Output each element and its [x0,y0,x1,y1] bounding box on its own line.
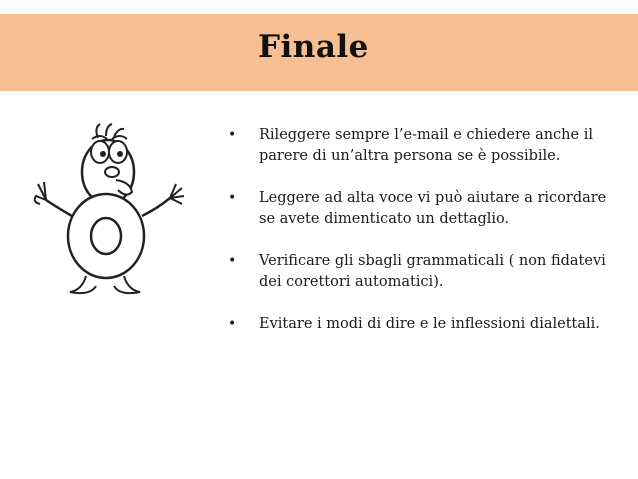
bullet-item [226,251,626,293]
bullet-marker: • [228,253,237,269]
bullet-text: Evitare i modi di dire e le inflessioni dialettali. [259,316,600,332]
slide-title: Finale [258,29,369,65]
bullet-list [226,125,626,356]
bullet-item [226,188,626,230]
bullet-marker: • [228,190,237,206]
bullet-text: Verificare gli sbagli grammaticali ( non fidatevi dei corettori automatici). [259,253,606,290]
bullet-item [226,314,626,335]
bullet-marker: • [228,316,237,332]
bullet-text: Leggere ad alta voce vi può aiutare a ricordare se avete dimenticato un dettaglio. [259,190,607,227]
bullet-marker: • [228,127,237,143]
bullet-item [226,125,626,167]
cartoon-number-eight-illustration [20,120,200,300]
bullet-text: Rileggere sempre l’e-mail e chiedere anche il parere di un’altra persona se è possibile. [259,127,593,164]
